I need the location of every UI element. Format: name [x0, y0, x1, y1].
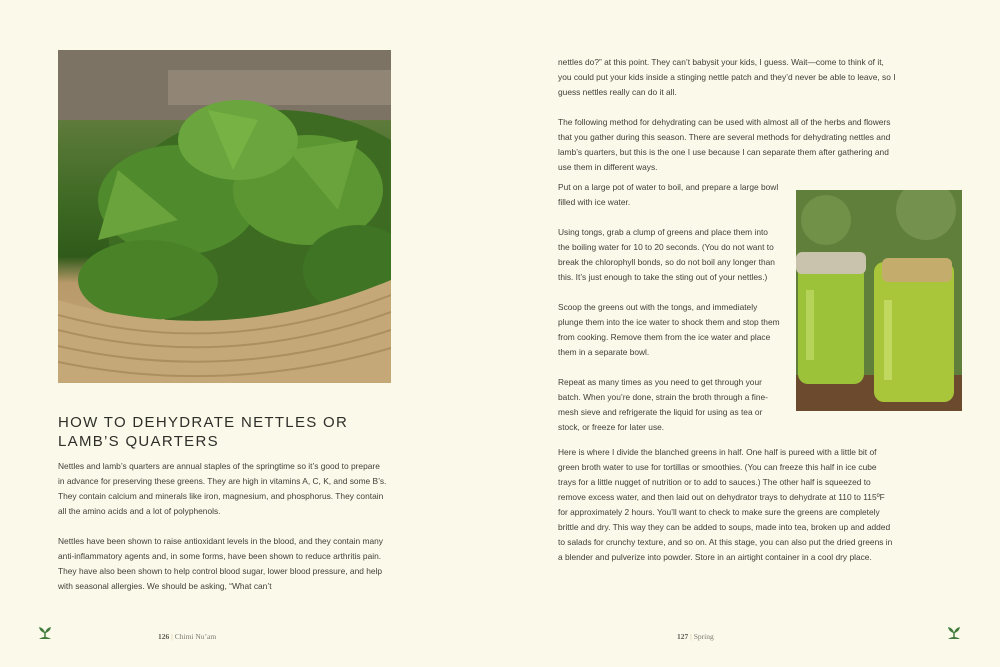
running-title: Chimi Nu’am — [174, 632, 217, 641]
folio-separator: | — [171, 632, 173, 641]
paragraph: Here is where I divide the blanched greens in half. One half is pureed with a little bit of green broth water to use for tortillas or smoothies. (You can freeze this half in ice cube trays for a little nugget of nutrition or to add to sauces.) The other half is squeezed to remove excess water, and then laid out on dehydrator trays to dehydrate at 110 to 115ºF for approximately 2 hours. You’ll want to check to make sure the greens are completely brittle and dry. This way they can be added to soups, made into tea, broken up and added to salads for crunchy texture, and so on. At this stage, you can also put the dried greens in a blender and pulverize into powder. Store in an airtight container in a cool dry place. — [558, 447, 893, 562]
step: Put on a large pot of water to boil, and prepare a large bowl filled with ice water. — [558, 182, 779, 207]
basket-of-nettles-photo — [58, 50, 391, 383]
step: Repeat as many times as you need to get through your batch. When you’re done, strain the broth through a fine-mesh sieve and refrigerate the liquid for using as tea or stock, or freeze for later use. — [558, 377, 768, 432]
step: Using tongs, grab a clump of greens and place them into the boiling water for 10 to 20 seconds. (You do not want to break the chlorophyll bonds, so do not boil any longer than this. It’s just enough to take the sting out of your nettles.) — [558, 227, 775, 282]
jars-illustration — [796, 190, 962, 411]
left-body-text — [58, 459, 388, 594]
page-number: 127 — [677, 632, 689, 641]
paragraph: nettles do?” at this point. They can’t babysit your kids, I guess. Wait—come to think of it, you could put your kids inside a stinging nettle patch and they’d never be able to leave, so I guess nettles really can do it all. — [558, 57, 896, 97]
paragraph: Nettles and lamb’s quarters are annual staples of the springtime so it’s good to prepare in advance for preserving these greens. They are high in vitamins A, C, K, and some B’s. They contain calcium and minerals like iron, magnesium, and phosphorus. They contain all the amino acids and a lot of polyphenols. — [58, 461, 387, 516]
heading-line-1: HOW TO DEHYDRATE NETTLES OR — [58, 414, 349, 431]
sprout-ornament-icon — [946, 626, 962, 640]
right-folio — [677, 632, 714, 641]
section-heading — [58, 413, 388, 451]
sprout-ornament-icon — [37, 626, 53, 640]
nettles-illustration — [58, 50, 391, 383]
right-body-text-bottom — [558, 445, 896, 565]
paragraph: The following method for dehydrating can be used with almost all of the herbs and flowers that you gather during this season. There are several methods for dehydrating nettles and lamb’s quarters, but this is the one I use because I can separate them after gathering and use them in different ways. — [558, 117, 891, 172]
method-steps — [558, 180, 780, 435]
heading-line-2: LAMB’S QUARTERS — [58, 433, 219, 450]
left-folio — [158, 632, 216, 641]
folio-separator: | — [690, 632, 692, 641]
page-number: 126 — [158, 632, 170, 641]
step: Scoop the greens out with the tongs, and immediately plunge them into the ice water to shock them and stop them from cooking. Remove them from the ice water and place them in a separate bowl. — [558, 302, 780, 357]
paragraph: Nettles have been shown to raise antioxidant levels in the blood, and they contain many anti-inflammatory agents and, in some forms, have been shown to reduce arthritis pain. They have also been shown to help control blood sugar, lower blood pressure, and help with seasonal allergies. We should be asking, “What can’t — [58, 536, 383, 591]
jars-of-green-broth-photo — [796, 190, 962, 411]
right-body-text-top — [558, 55, 896, 175]
running-title: Spring — [693, 632, 714, 641]
